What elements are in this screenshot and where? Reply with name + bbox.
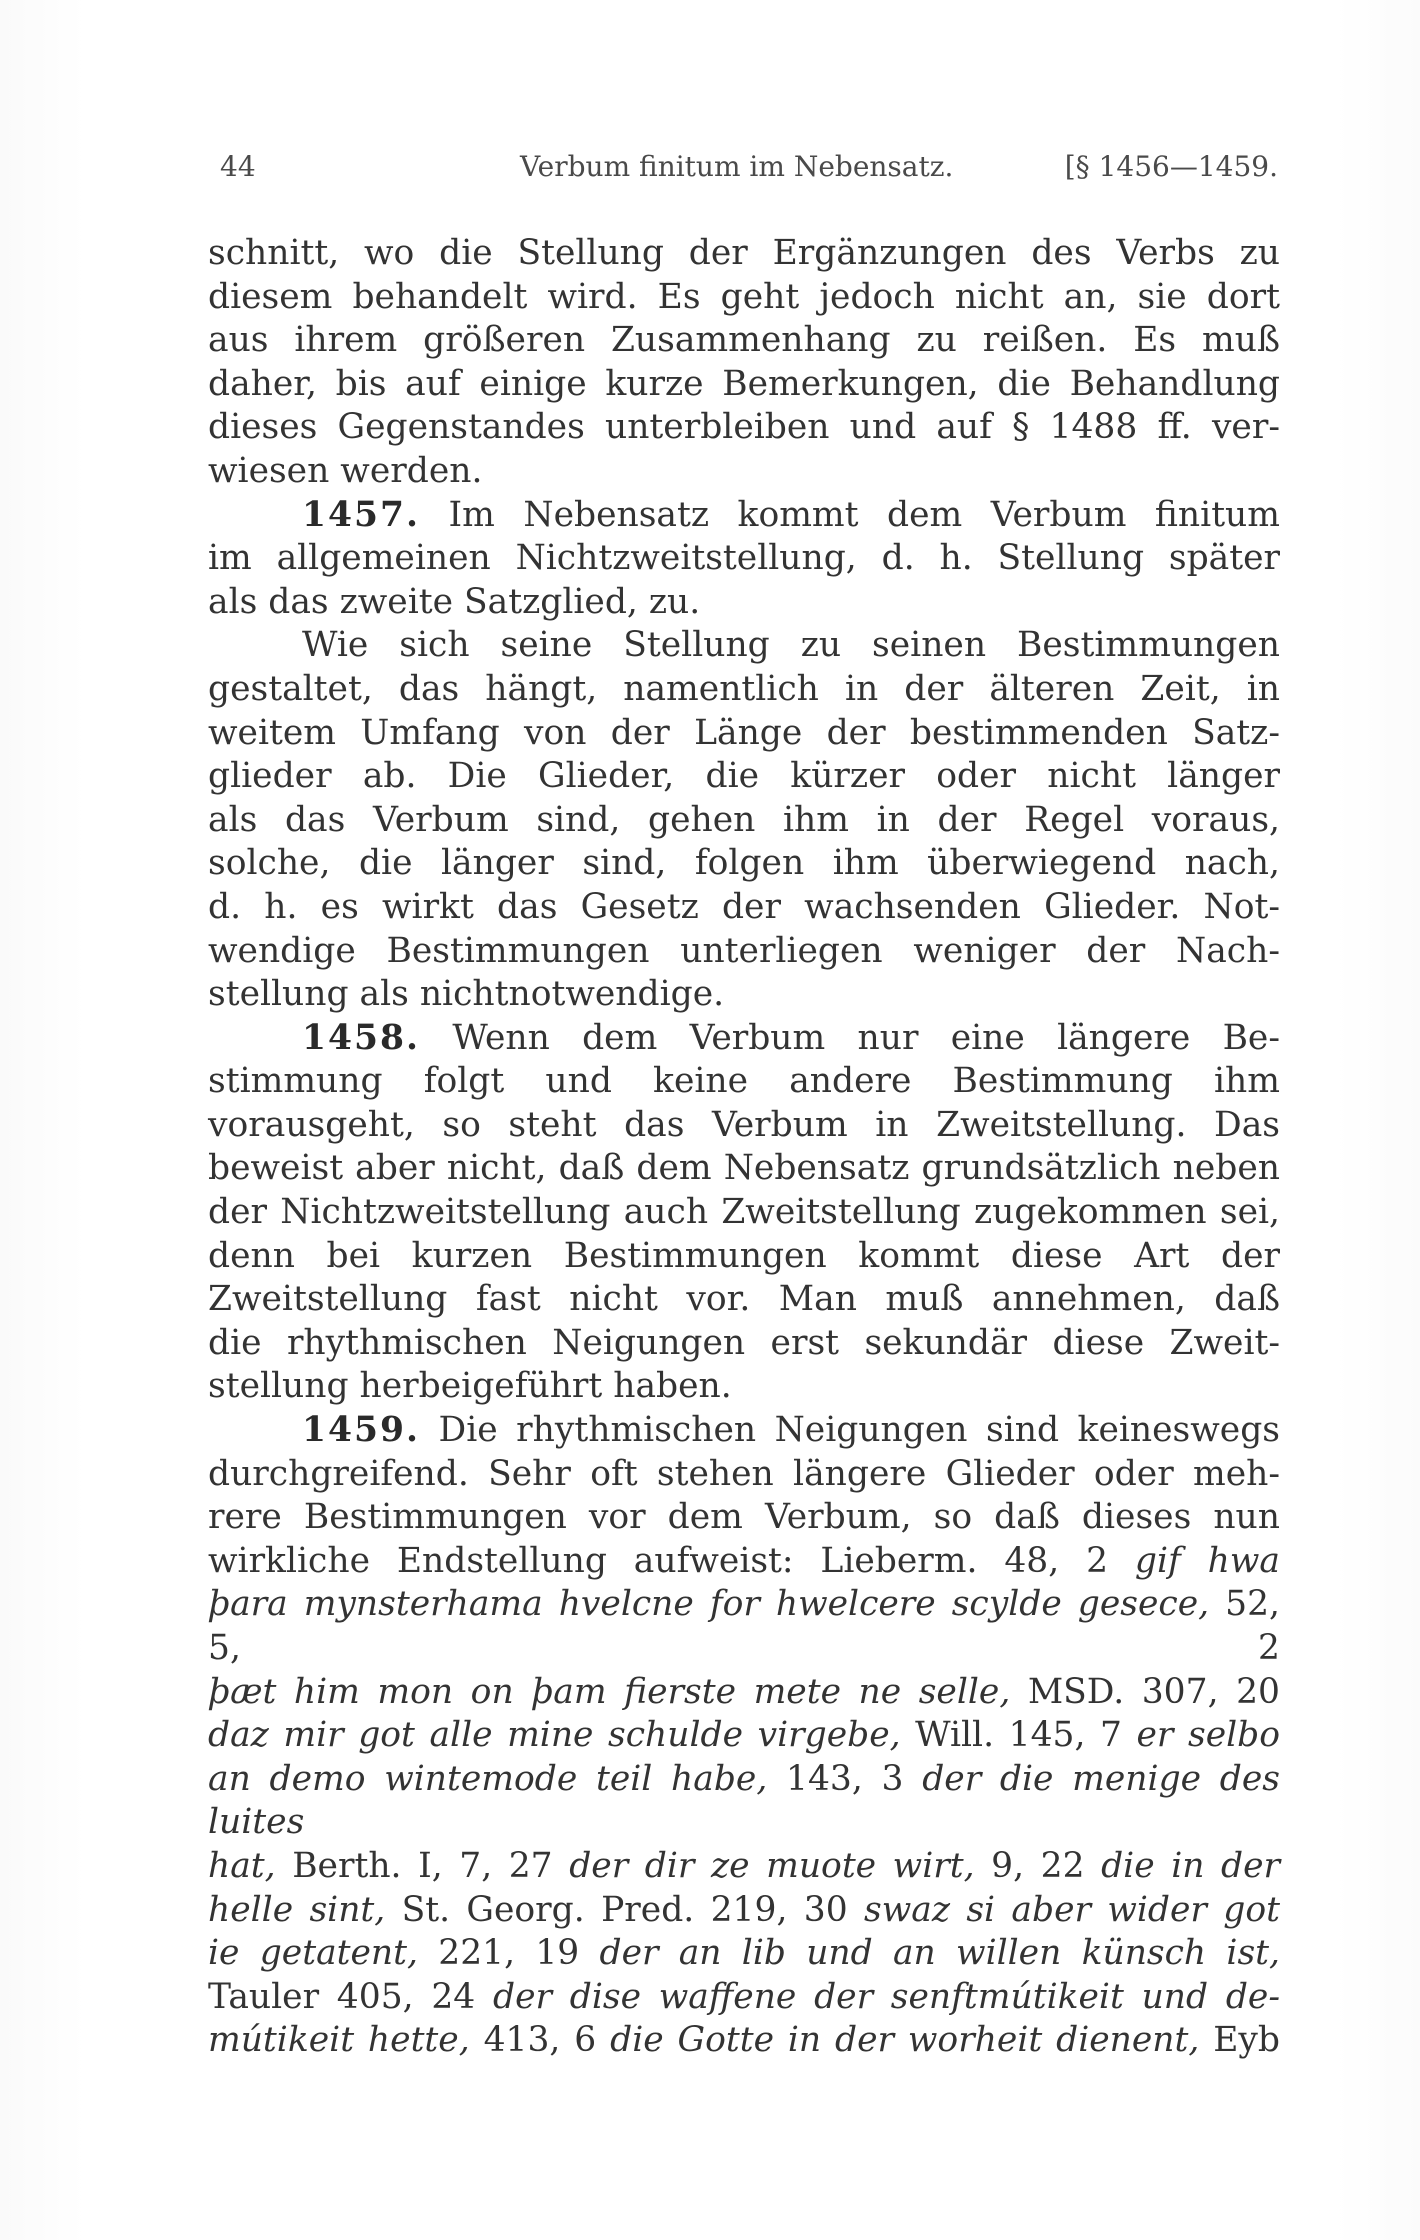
text-line: der Nichtzweitstellung auch Zweitstellung zugekommen sei, [208,1192,1280,1233]
text-line: wendige Bestimmungen unterliegen weniger der Nach- [208,930,1280,971]
text-line: denn bei kurzen Bestimmungen kommt diese Art der [208,1235,1280,1276]
text-line: vorausgeht, so steht das Verbum in Zweitstellung. Das [208,1104,1280,1145]
text-line: schnitt, wo die Stellung der Ergänzungen des Verbs zu [208,233,1280,273]
text-line: gestaltet, das hängt, namentlich in der älteren Zeit, in [208,668,1280,709]
text-line: durchgreifend. Sehr oft stehen längere Glieder oder meh- [208,1453,1280,1494]
text-line: glieder ab. Die Glieder, die kürzer oder nicht länger [208,756,1280,797]
example-quote: daz mir got alle mine schulde virgebe, [208,1715,901,1756]
example-quote: der dir ze muote wirt, [569,1845,975,1886]
text-line [208,1540,1280,1584]
text-line: weitem Umfang von der Länge der bestimmenden Satz- [208,712,1280,753]
running-head-title: Verbum finitum im Nebensatz. [520,150,954,183]
example-quote: ie getatent, [208,1933,418,1974]
citation: St. Georg. Pred. 219, 30 [385,1889,865,1930]
example-quote: der die menige des luites [208,1758,1280,1843]
citation: Tauler 405, 24 [208,1976,494,2017]
text-line: beweist aber nicht, daß dem Nebensatz grundsätzlich neben [208,1148,1280,1189]
text-line [208,1671,1280,1715]
text-line: d. h. es wirkt das Gesetz der wachsenden Glieder. Not- [208,886,1280,927]
citation: 413, 6 [469,2020,611,2061]
section-1458-first-line [208,1017,1280,1061]
example-quote: die in der [1101,1845,1281,1886]
text-run: Die rhythmischen Neigungen sind keineswegs [420,1410,1280,1451]
section-number-1457: 1457. [302,494,421,535]
example-quote: þara mynsterhama hvelcne for hwelcere scylde gesece, [208,1584,1210,1625]
example-quote: þæt him mon on þam fierste mete ne selle, [208,1671,1011,1712]
text-line: als das Verbum sind, gehen ihm in der Regel voraus, [208,799,1280,840]
example-quote: der an lib und an willen künsch ist, [599,1933,1280,1974]
section-number-1458: 1458. [302,1017,421,1058]
example-quote: swaz si aber wider got [864,1889,1280,1930]
citation: 221, 19 [417,1933,600,1974]
citation: MSD. 307, 20 [1010,1671,1280,1712]
text-run: Wenn dem Verbum nur eine längere Be- [420,1017,1280,1058]
text-run: wirkliche Endstellung aufweist: Lieberm. 48, 2 [208,1540,1109,1581]
text-run: Im Nebensatz kommt dem Verbum finitum [420,494,1280,535]
text-line [208,1714,1280,1758]
text-line [208,1889,1280,1933]
citation: 143, 3 [767,1758,923,1799]
section-number-1459: 1459. [302,1410,421,1451]
running-head [220,150,1278,190]
example-quote: er selbo [1136,1715,1280,1756]
text-line: wiesen werden. [208,450,483,491]
citation: Will. 145, 7 [900,1715,1137,1756]
text-line [208,2019,1280,2063]
example-quote: an demo wintemode teil habe, [208,1758,768,1799]
text-line: dieses Gegenstandes unterbleiben und auf § 1488 ff. ver- [208,407,1280,448]
text-line: aus ihrem größeren Zusammenhang zu reißen. Es muß [208,320,1280,361]
text-line: stellung herbeigeführt haben. [208,1366,732,1407]
example-quote: mútikeit hette, [208,2020,470,2061]
text-line: als das zweite Satzglied, zu. [208,581,701,622]
page-number: 44 [220,150,256,183]
body-text [208,232,1280,2063]
text-line [208,1932,1280,1976]
example-quote: gif hwa [1108,1540,1280,1581]
text-line [208,1976,1280,2020]
example-quote: die Gotte in der worheit dienent, [610,2020,1200,2061]
text-line: stellung als nichtnotwendige. [208,974,725,1015]
text-line: stimmung folgt und keine andere Bestimmung ihm [208,1061,1280,1102]
text-line [208,1845,1280,1889]
text-line: die rhythmischen Neigungen erst sekundär diese Zweit- [208,1322,1280,1363]
text-line: daher, bis auf einige kurze Bemerkungen, die Behandlung [208,363,1280,404]
example-quote: helle sint, [208,1889,386,1930]
example-quote: der dise waffene der senftmútikeit und de- [493,1976,1280,2017]
citation: Berth. I, 7, 27 [275,1845,570,1886]
section-1459-first-line [208,1409,1280,1453]
text-line: Zweitstellung fast nicht vor. Man muß annehmen, daß [208,1279,1280,1320]
text-line [208,1758,1280,1845]
citation: 52, 5, 2 [208,1584,1280,1668]
text-line: solche, die länger sind, folgen ihm überwiegend nach, [208,843,1280,884]
text-line: im allgemeinen Nichtzweitstellung, d. h. Stellung später [208,538,1280,579]
section-1457-first-line [208,494,1280,538]
citation: Eyb [1199,2020,1280,2061]
example-quote: hat, [208,1845,276,1886]
text-line [208,1583,1280,1670]
text-line: rere Bestimmungen vor dem Verbum, so daß dieses nun [208,1497,1280,1538]
citation: 9, 22 [974,1845,1102,1886]
running-head-section-range: [§ 1456—1459. [1064,150,1278,183]
text-line: Wie sich seine Stellung zu seinen Bestimmungen [302,625,1280,666]
text-line: diesem behandelt wird. Es geht jedoch nicht an, sie dort [208,276,1280,317]
